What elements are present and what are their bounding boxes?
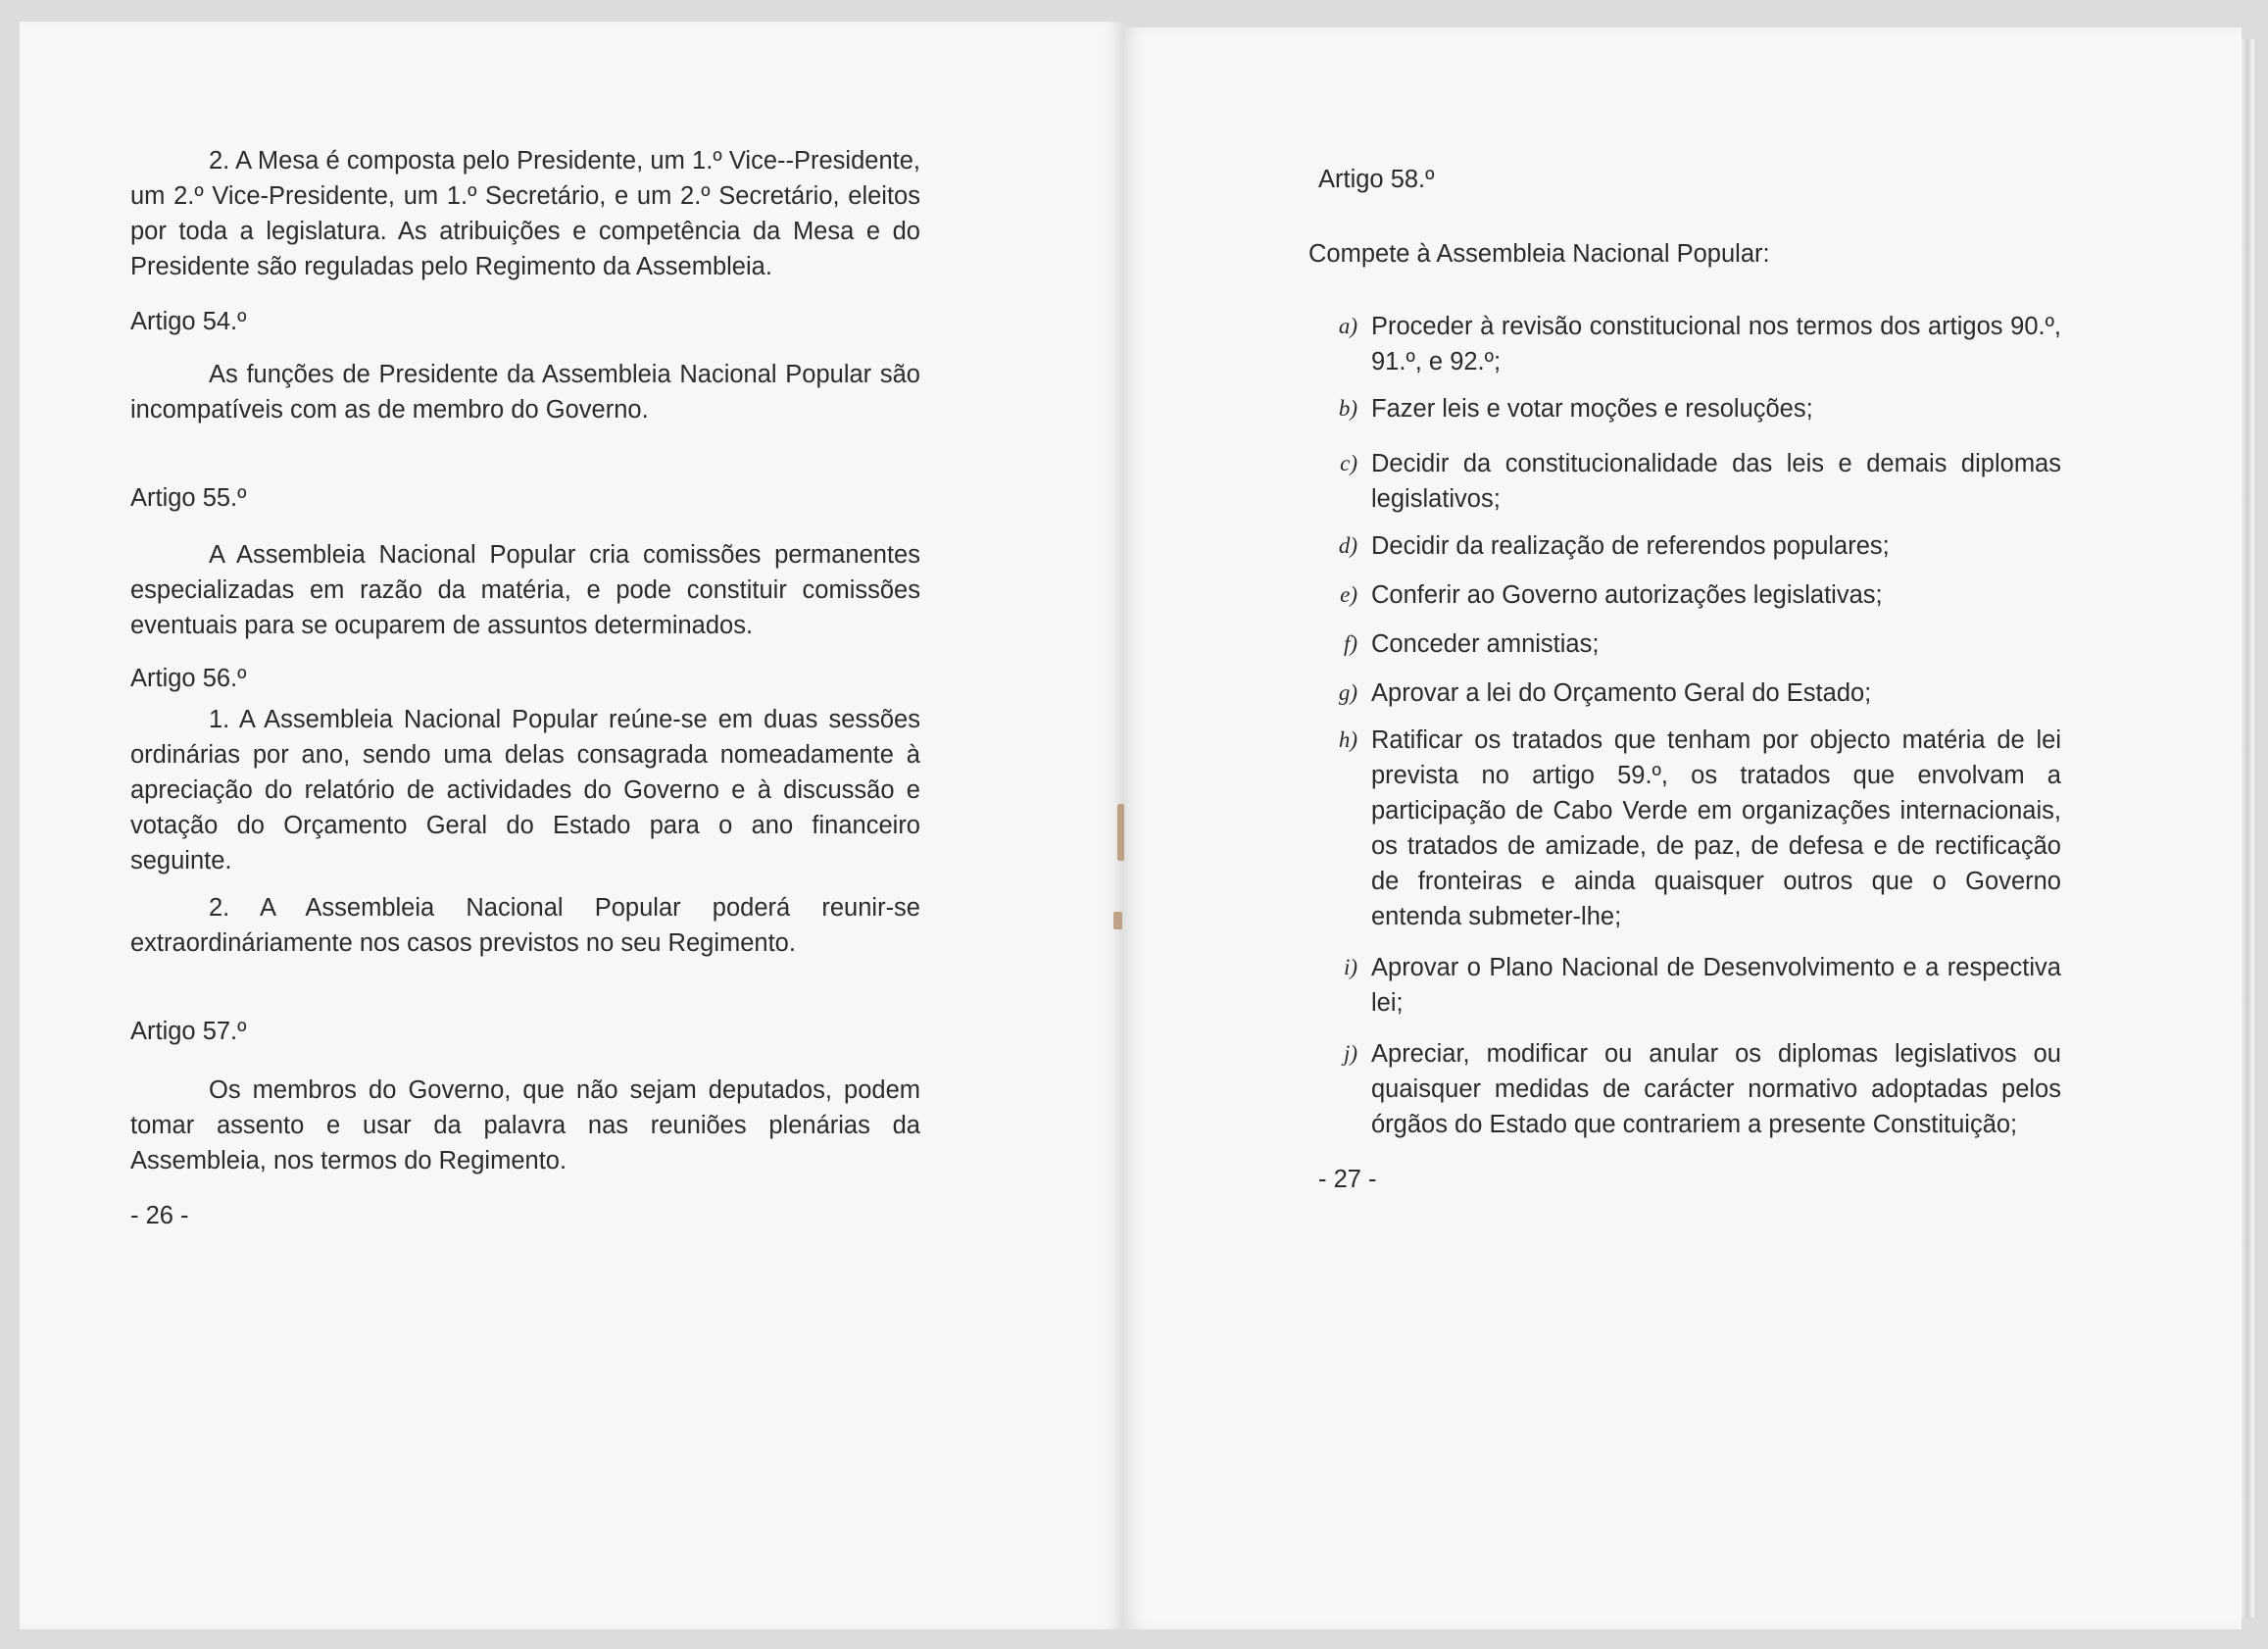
list-item-letter: g) [1338,680,1357,705]
staple-stain [1117,804,1124,861]
right-page-text [1308,162,2061,1197]
page-number-left: - 26 - [130,1202,189,1229]
list-item-letter: f) [1343,631,1357,656]
article-58-heading: Artigo 58.º [1318,166,1435,193]
page-number-right: - 27 - [1318,1166,1377,1193]
list-item [1318,391,2061,426]
article-56-item-2: 2. A Assembleia Nacional Popular poderá reunir-se extraordináriamente nos casos previstos no seu Regimento. [130,894,920,957]
list-item-text: Aprovar a lei do Orçamento Geral do Estado; [1371,679,1872,707]
list-item-letter: d) [1338,533,1357,558]
list-item-text: Decidir da realização de referendos populares; [1371,532,1890,560]
list-item [1318,626,2061,662]
article-56-item-1: 1. A Assembleia Nacional Popular reúne-se em duas sessões ordinárias por ano, sendo uma delas consagrada nomeadamente à apreciação do relatório de actividades do Governo e à discussão e votação do Orçamento Geral do Estado para o ano financeiro seguinte. [130,706,920,874]
article-54-text: As funções de Presidente da Assembleia Nacional Popular são incompatíveis com as de membro do Governo. [130,361,920,424]
list-item-text: Apreciar, modificar ou anular os diplomas legislativos ou quaisquer medidas de carácter normativo adoptadas pelos órgãos do Estado que contrariem a presente Constituição; [1371,1040,2061,1138]
page-stack-edge [2242,39,2257,1618]
staple-stain [1113,912,1122,929]
list-item [1318,950,2061,1021]
left-page-text [130,143,920,1233]
article-57-text: Os membros do Governo, que não sejam deputados, podem tomar assento e usar da palavra nas reuniões plenárias da Assembleia, nos termos do Regimento. [130,1076,920,1174]
list-item-text: Aprovar o Plano Nacional de Desenvolvimento e a respectiva lei; [1371,954,2061,1017]
list-item-letter: e) [1340,582,1357,607]
list-item-letter: b) [1338,396,1357,421]
list-item [1318,309,2061,379]
list-item-letter: a) [1338,314,1357,338]
list-item [1318,1036,2061,1142]
list-item-text: Proceder à revisão constitucional nos termos dos artigos 90.º, 91.º, e 92.º; [1371,313,2061,375]
list-item-text: Conferir ao Governo autorizações legislativas; [1371,581,1883,609]
article-56-heading: Artigo 56.º [130,665,247,692]
article-55-text: A Assembleia Nacional Popular cria comissões permanentes especializadas em razão da matéria, e pode constituir comissões eventuais para se ocuparem de assuntos determinados. [130,541,920,639]
article-53-item-2: 2. A Mesa é composta pelo Presidente, um 1.º Vice--Presidente, um 2.º Vice-Presidente, um 1.º Secretário, e um 2.º Secretário, eleitos por toda a legislatura. As atribuições e competência da Mesa e do Presidente são reguladas pelo Regimento da Assembleia. [130,147,920,280]
list-item-text: Ratificar os tratados que tenham por objecto matéria de lei prevista no artigo 59.º, os tratados que envolvam a participação de Cabo Verde em organizações internacionais, os tratados de amizade, de paz, de defesa e de rectificação de fronteiras e ainda quaisquer outros que o Governo entenda submeter-lhe; [1371,726,2061,930]
list-item [1318,528,2061,564]
list-item [1318,446,2061,517]
list-item [1318,723,2061,934]
list-item-letter: c) [1340,451,1357,475]
article-55-heading: Artigo 55.º [130,484,247,512]
list-item-text: Conceder amnistias; [1371,630,1600,658]
list-item-letter: j) [1343,1041,1357,1066]
list-item [1318,675,2061,711]
article-58-intro: Compete à Assembleia Nacional Popular: [1308,240,1770,268]
list-item-letter: h) [1338,727,1357,752]
article-57-heading: Artigo 57.º [130,1018,247,1045]
list-item-letter: i) [1343,955,1357,979]
article-54-heading: Artigo 54.º [130,308,247,335]
list-item-text: Decidir da constitucionalidade das leis e demais diplomas legislativos; [1371,450,2061,513]
list-item [1318,577,2061,613]
list-item-text: Fazer leis e votar moções e resoluções; [1371,395,1813,423]
